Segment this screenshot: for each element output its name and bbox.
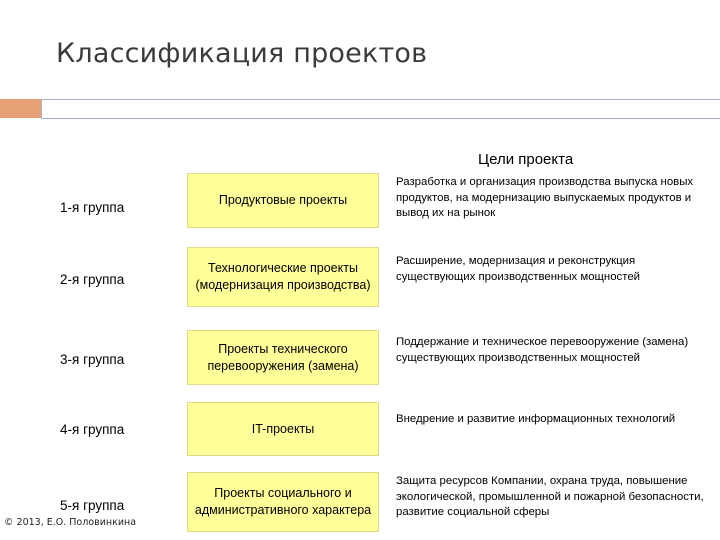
title-rule-bar (41, 99, 720, 119)
project-goal-3: Поддержание и техническое перевооружение (замена) существующих производственных мощностей (396, 336, 689, 364)
project-type-label-4: IT-проекты (251, 421, 315, 436)
group-label-2: 2-я группа (60, 272, 125, 287)
project-type-box-4 (187, 402, 379, 456)
project-type-box-3 (187, 330, 379, 385)
goals-column-header: Цели проекта (478, 151, 574, 168)
project-goal-2: Расширение, модернизация и реконструкция существующих производственных мощностей (396, 255, 641, 283)
project-type-label-3: Проекты технического перевооружения (замена) (207, 341, 359, 373)
copyright-footer: © 2013, Е.О. Половинкина (4, 517, 137, 528)
title-accent-bar (0, 99, 41, 118)
group-label-5: 5-я группа (60, 498, 125, 513)
project-type-box-2 (187, 247, 379, 307)
group-label-4: 4-я группа (60, 422, 125, 437)
slide-title: Классификация проектов (56, 38, 428, 69)
project-type-box-1 (187, 173, 379, 228)
project-goal-1: Разработка и организация производства выпуска новых продуктов, на модернизацию выпускаемых продуктов и вывод их на рынок (396, 176, 694, 220)
project-type-label-1: Продуктовые проекты (218, 193, 348, 207)
project-type-label-5: Проекты социального и административного характера (194, 486, 372, 517)
project-type-label-2: Технологические проекты (модернизация производства) (195, 261, 371, 292)
group-label-3: 3-я группа (60, 352, 125, 367)
project-goal-5: Защита ресурсов Компании, охрана труда, повышение экологической, промышленной и пожарной безопасности, развитие социальной сферы (396, 475, 704, 519)
group-label-1: 1-я группа (60, 200, 125, 215)
project-goal-4: Внедрение и развитие информационных технологий (396, 413, 676, 425)
project-type-box-5 (187, 472, 379, 532)
